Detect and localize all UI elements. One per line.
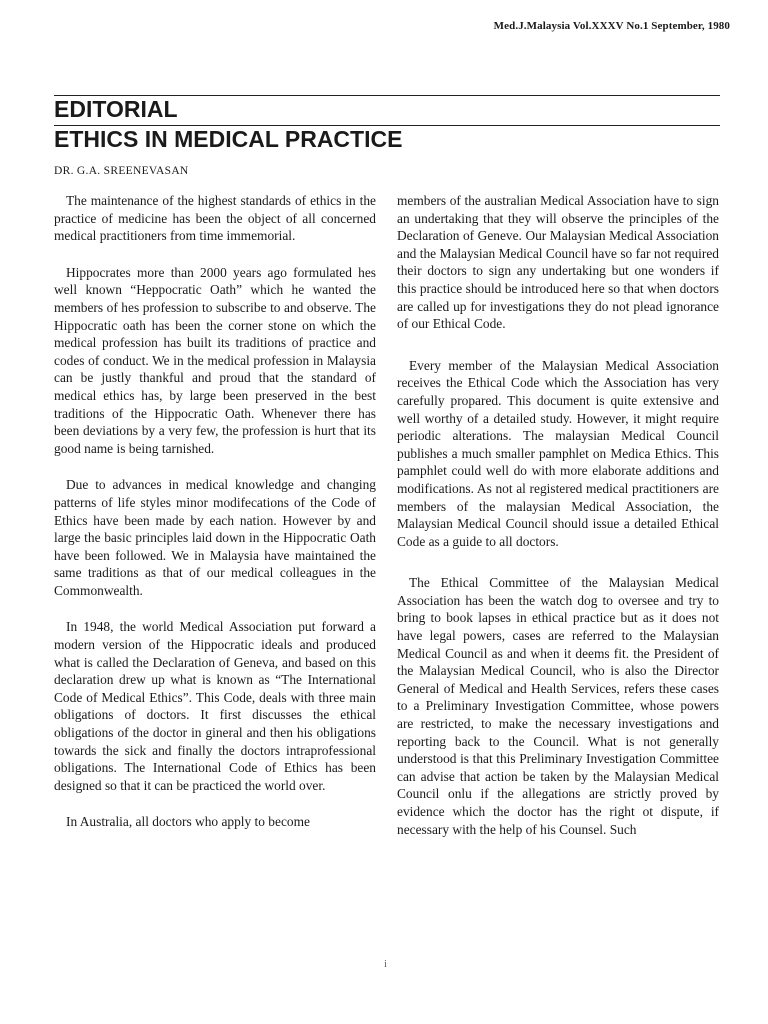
paragraph: members of the australian Medical Association have to sign an undertaking that they will observe the principles of the Declaration of Geneve. Our Malaysian Medical Association and the Malaysian Medical Council have so far not required their doctors to sign any undertaking but one wonders if this practice should be introduced here so that when doctors are called up for investigations they do not plead ignorance of our Ethical Code.: [397, 193, 719, 332]
paragraph: Hippocrates more than 2000 years ago formulated hes well known “Heppocratic Oath” which he wanted the members of hes profession to subscribe to and observe. The Hippocratic oath has been the corner stone on which the medical profession has built its traditions of practice and codes of conduct. We in the medical profession in Malaysia can be justly thankful and proud that the standard of medical ethics has, by large been preserved in the best traditions of the Hippocratic Oath. Whenever there has been deviations by a very few, the profession is hurt that its good name is being tarnished.: [54, 264, 376, 456]
paragraph: Every member of the Malaysian Medical Association receives the Ethical Code which the Association has very carefully propared. This document is quite extensive and well worthy of a detailed study. However, it might require periodic alterations. The malaysian Medical Council publishes a much smaller pamphlet on Medica Ethics. This pamphlet could well do with more elaborate additions and modifications. As not al registered medical practitioners are members of the malaysian Medical Association, the Malaysian Medical Council should issue a detailed Ethical Code as a guide to all doctors.: [397, 357, 719, 549]
page-number: i: [384, 958, 388, 970]
paragraph: The maintenance of the highest standards of ethics in the practice of medicine has been the object of all concerned medical practitioners from time immemorial.: [54, 193, 376, 244]
paragraph: In Australia, all doctors who apply to become: [66, 814, 310, 830]
paragraph: In 1948, the world Medical Association put forward a modern version of the Hippocratic ideals and produced what is called the Declaration of Geneva, and based on this declaration drew up what is known as “The International Code of Medical Ethics”. This Code, deals with three main obligations of doctors. It first discusses the ethical obligations of the doctor in gineral and then his obligations towards the sick and finally the doctors intraprofessional obligations. The International Code of Ethics has been designed so that it can be practiced the world over.: [54, 619, 376, 793]
section-heading: EDITORIAL: [54, 96, 178, 122]
paragraph: Due to advances in medical knowledge and changing patterns of life styles minor modifecations of the Code of Ethics have been made by each nation. However by and large the basic principles laid down in the Hippocratic Oath have been followed. We in Malaysia have maintained the same traditions as that of our medical colleagues in the Commonwealth.: [54, 477, 376, 598]
author-byline: DR. G.A. SREENEVASAN: [54, 165, 189, 177]
right-text-column: [397, 192, 719, 857]
article-title: ETHICS IN MEDICAL PRACTICE: [54, 126, 403, 152]
paragraph: The Ethical Committee of the Malaysian Medical Association has been the watch dog to oversee and try to bring to book lapses in ethical practice but as it does not have legal powers, cases are referred to the Malaysian Medical Council as and when it deems fit. the President of the Malaysian Medical Council, who is also the Director General of Medical and Health Services, refers these cases to a Preliminary Investigation Committee, whose powers are restricted, to make the necessary investigations and reporting back to the Council. What is not generally understood is that this Preliminary Investigation Committee can advise that action be taken by the Malaysian Medical Council onlu if the allegations are strictly proved by evidence which the doctor has the right ot dispute, if necessary with the help of his Counsel. Such: [397, 575, 719, 837]
left-text-column: [54, 192, 376, 850]
journal-citation: Med.J.Malaysia Vol.XXXV No.1 September, 1980: [493, 20, 730, 32]
